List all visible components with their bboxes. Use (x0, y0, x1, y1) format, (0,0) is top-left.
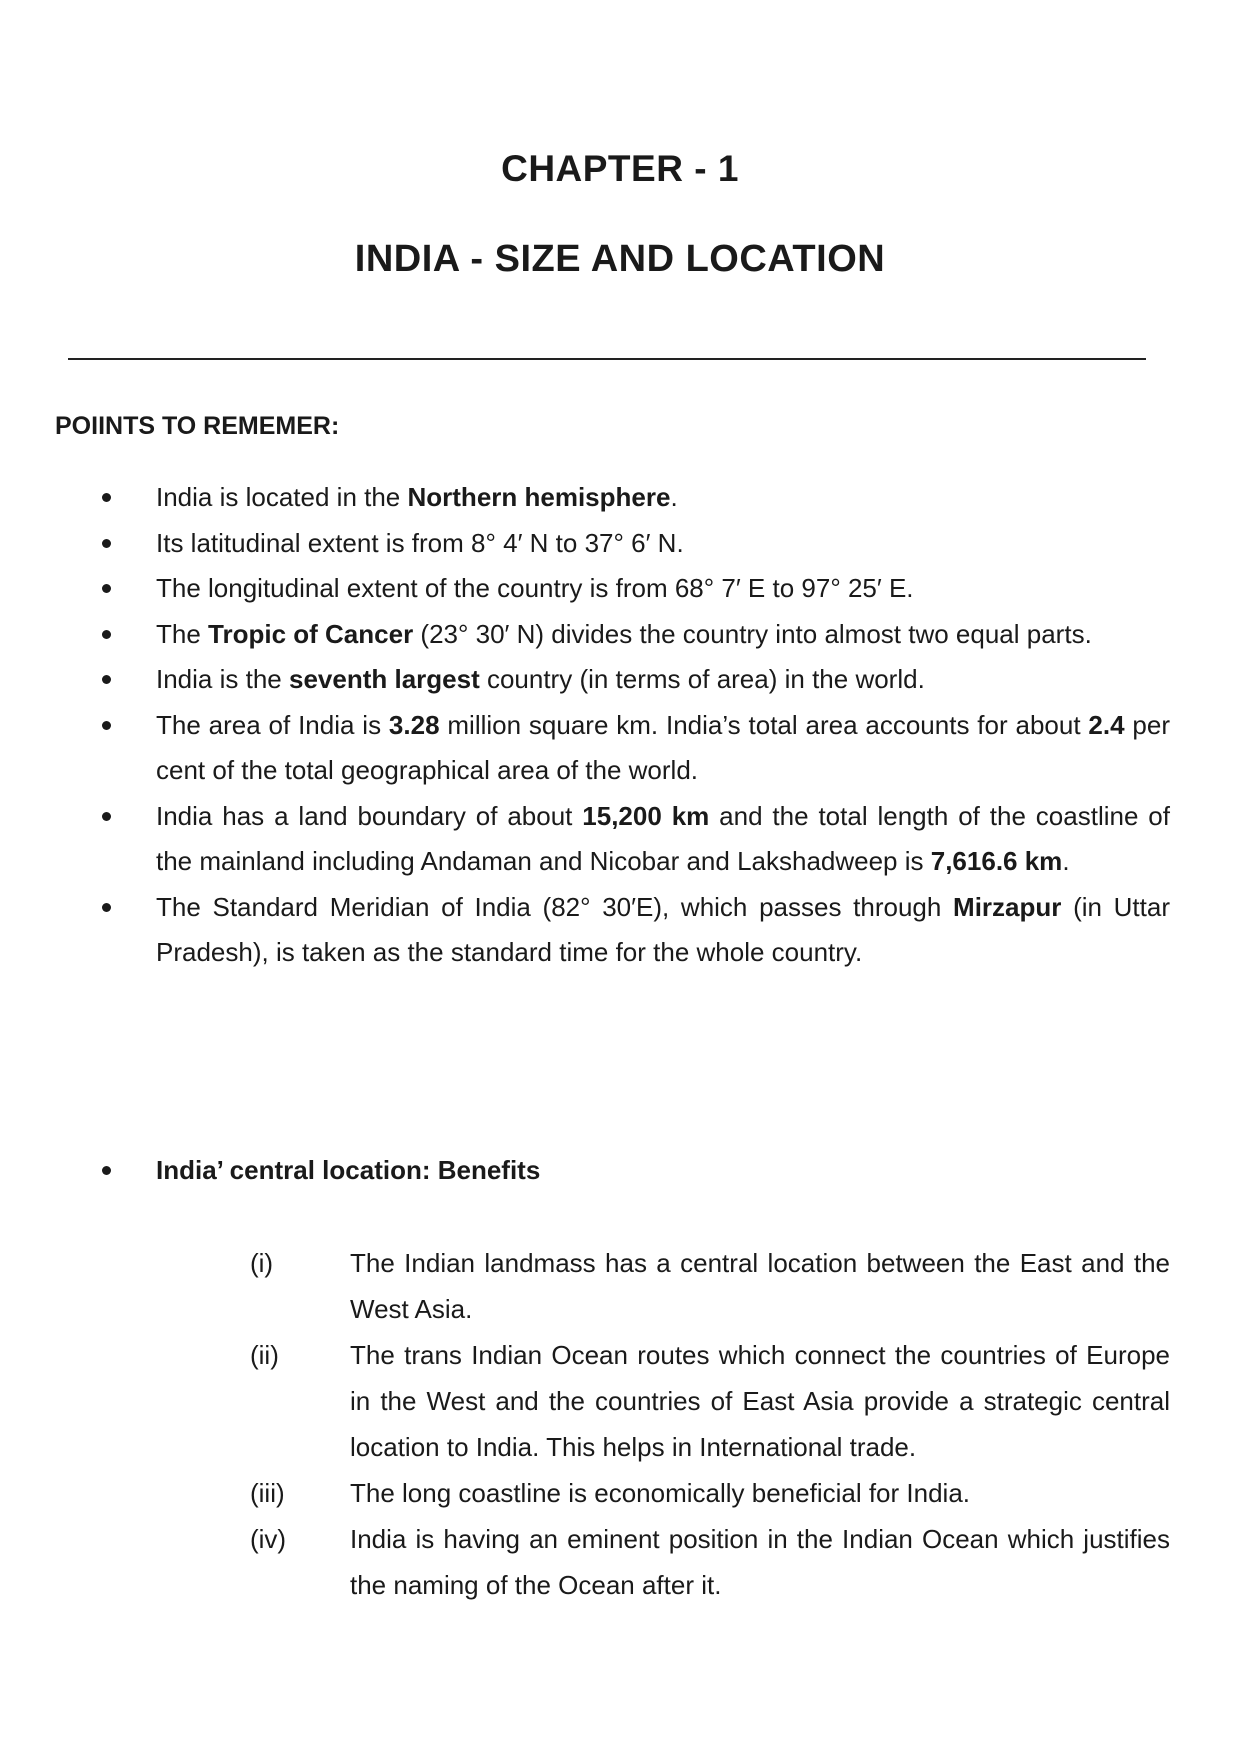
emphasis-text: seventh largest (288, 664, 480, 694)
benefit-text: The trans Indian Ocean routes which connect the countries of Europe in the West and the countries of East Asia provide a strategic central location to India. This helps in International trade. (350, 1340, 1170, 1462)
point-text-segment: India is the (156, 664, 289, 694)
points-list (100, 475, 1170, 976)
emphasis-text: Tropic of Cancer (208, 618, 414, 649)
point-item (100, 657, 1170, 703)
benefits-heading: India’ central location: Benefits (156, 1155, 541, 1185)
benefit-number: (iii) (250, 1478, 285, 1508)
point-item (100, 475, 1170, 521)
point-text-segment: India has a land boundary of about (156, 800, 583, 831)
benefit-number: (i) (250, 1248, 274, 1278)
section-heading: POIINTS TO REMEMER: (55, 412, 340, 440)
emphasis-text: 7,616.6 km (930, 846, 1063, 876)
bullet-icon (102, 812, 111, 821)
benefit-text: The long coastline is economically beneficial for India. (350, 1478, 971, 1508)
bullet-icon (102, 630, 111, 639)
benefit-item (250, 1516, 1170, 1608)
benefit-item (250, 1470, 1170, 1516)
point-text (156, 892, 1170, 968)
point-item (100, 566, 1170, 612)
point-text-segment: . (670, 482, 678, 512)
emphasis-text: Mirzapur (953, 891, 1062, 922)
benefit-number: (ii) (250, 1340, 279, 1370)
bullet-icon (102, 903, 111, 912)
point-text-segment: per cent of the total geographical area of the world. (156, 709, 1170, 785)
point-text (156, 664, 925, 694)
point-text-segment: Its latitudinal extent is from 8° 4′ N to 37° 6′ N. (156, 527, 684, 558)
bullet-icon (102, 675, 111, 684)
benefit-text: India is having an eminent position in the Indian Ocean which justifies the naming of the Ocean after it. (350, 1524, 1170, 1600)
point-text-segment: The area of India is (156, 709, 389, 740)
bullet-icon (102, 539, 111, 548)
point-text-segment: (in Uttar Pradesh), is taken as the standard time for the whole country. (156, 891, 1170, 967)
point-text-segment: (23° 30′ N) divides the country into almost two equal parts. (413, 618, 1092, 649)
point-text-segment: The (156, 618, 209, 649)
point-text (156, 573, 914, 603)
point-text (156, 710, 1170, 786)
chapter-title-heading: INDIA - SIZE AND LOCATION (354, 238, 886, 280)
point-text (156, 528, 684, 558)
bullet-icon (102, 493, 111, 502)
benefits-heading-item (100, 1148, 1226, 1194)
emphasis-text: 2.4 (1088, 709, 1125, 740)
point-text-segment: The longitudinal extent of the country is from 68° 7′ E to 97° 25′ E. (156, 573, 914, 603)
point-item (100, 612, 1170, 658)
benefit-text: The Indian landmass has a central location between the East and the West Asia. (350, 1248, 1170, 1324)
emphasis-text: Northern hemisphere (407, 482, 671, 512)
point-text (156, 619, 1092, 649)
benefit-number: (iv) (250, 1524, 287, 1554)
point-text-segment: and the total length of the coastline of the mainland including Andaman and Nicobar and Lakshadweep is (156, 800, 1170, 876)
point-text (156, 482, 678, 512)
point-text (156, 801, 1170, 877)
benefits-list (250, 1240, 1170, 1608)
point-item (100, 794, 1170, 885)
point-text-segment: The Standard Meridian of India (82° 30′E), which passes through (156, 891, 954, 922)
bullet-icon (102, 721, 111, 730)
point-text-segment: country (in terms of area) in the world. (479, 664, 925, 694)
point-text-segment: . (1062, 846, 1070, 876)
point-item (100, 885, 1170, 976)
point-item (100, 703, 1170, 794)
benefit-item (250, 1240, 1170, 1332)
horizontal-divider (68, 358, 1146, 360)
chapter-number-heading: CHAPTER - 1 (501, 148, 739, 189)
bullet-icon (102, 584, 111, 593)
point-text-segment: million square km. India’s total area accounts for about (439, 709, 1089, 740)
point-text-segment: India is located in the (156, 482, 408, 512)
emphasis-text: 15,200 km (582, 800, 710, 831)
benefit-item (250, 1332, 1170, 1470)
emphasis-text: 3.28 (388, 709, 440, 740)
bullet-icon (102, 1166, 111, 1175)
point-item (100, 521, 1170, 567)
